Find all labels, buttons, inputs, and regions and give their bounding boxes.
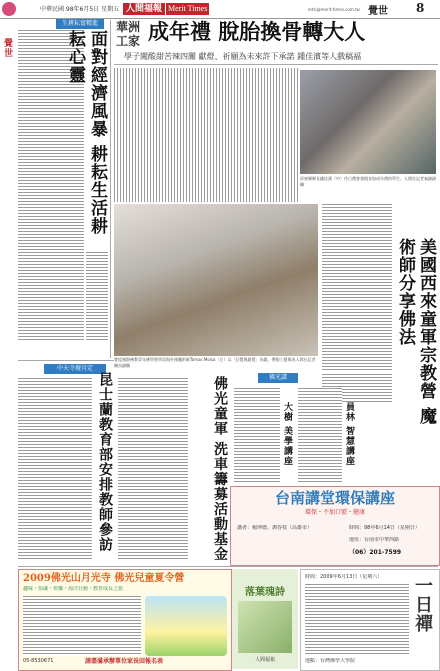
headline-rule <box>114 64 438 65</box>
ad-book-footer: 人間福報 <box>254 657 275 663</box>
ad-camp-footer: 請盡滿承辦單位家長回報名表 <box>85 658 164 665</box>
lecture-col2-body <box>298 388 342 484</box>
lower-mid-body <box>118 378 188 560</box>
lecture-col1-body <box>234 388 280 484</box>
lower-rule <box>18 360 114 361</box>
camp-illustration <box>145 596 227 656</box>
masthead <box>0 0 440 19</box>
main-kicker-1: 華洲 <box>116 20 141 34</box>
section-name: 覺世 <box>368 6 388 17</box>
main-subheadline: 學子闖酸甜苦辣四關 獻燈、祈願為未來許下承諾 鍾佳濱等人戲稿福 <box>124 52 362 61</box>
lower-left-body <box>18 378 92 560</box>
ad-camp-details <box>23 596 141 656</box>
bottom-rule <box>18 566 438 567</box>
website: mtsi@merit-times.com.tw <box>308 7 360 12</box>
ad-camp-phone: 05-8530671 <box>23 658 54 664</box>
magic-workshop-photo <box>114 204 318 356</box>
ad-camp-slogan: 趣味・知識・快樂・海洋行動・教育成長之旅 <box>23 586 124 592</box>
left-story-headline: 面對經濟風暴 耕耘生活耕耘心靈 <box>65 30 107 235</box>
main-story-body <box>114 68 298 202</box>
ad-lecture-line1: 環保・不加口號・健康 <box>304 509 365 516</box>
ad-lecture-line2: 講者：楊坤德、譚春枝（高雄市） <box>237 525 313 531</box>
lotus-logo-icon <box>2 2 16 16</box>
main-kicker-2: 工家 <box>116 34 141 48</box>
ad-chan-details <box>305 584 409 654</box>
ad-camp-title: 2009佛光山月光寺 佛光兒童夏令營 <box>23 573 185 584</box>
book-cover-art <box>238 601 292 653</box>
ad-lecture-line4: 地址：台南市中華西路 <box>349 537 400 543</box>
one-day-chan-ad <box>300 569 440 671</box>
lecture-col2-title: 員林 智慧講座 <box>344 402 354 467</box>
paper-logo-en: Merit Times <box>168 4 208 13</box>
ad-chan-venue: 地點：台灣佛學大學院 <box>305 658 356 664</box>
ad-lecture-title: 台南講堂環保講座 <box>274 489 395 507</box>
coming-of-age-photo <box>300 70 436 174</box>
lecture-label: 佛光講 <box>258 373 298 383</box>
lower-mid-headline: 佛光童軍 洗車籌募活動基金 <box>212 376 228 562</box>
left-story-body-b <box>86 252 108 340</box>
column-rule <box>110 20 111 358</box>
photo1-caption: 屏東縣縣長鍾佳濱（中）作日禮會發摸各如成年禮的學生，人間社記者秦錦錦攝 <box>300 176 436 187</box>
ad-lecture-line3: 時間：98年6月14日（星期日） <box>349 525 420 531</box>
paper-logo: 人間福報 <box>123 3 165 15</box>
lower-left-headline: 昆士蘭教育部安排教師參訪 <box>97 372 113 552</box>
book-ad <box>232 569 298 669</box>
tainan-lecture-ad <box>230 486 440 566</box>
lecture-col1-title: 大樹 美學講座 <box>282 402 292 467</box>
issue-date: 中華民國 98年6月5日 星期五 <box>40 6 120 13</box>
ad-chan-title: 一日禪 <box>412 576 433 633</box>
photo2-caption: 覺度國際佛教青年佛學營學員與外國魔術師Tomas Moisa（左）以「幻覺與錯覺」為題，帶動工藝與成人間社記者陳昌錦攝 <box>114 357 316 368</box>
ad-book-title: 落葉瑰詩 <box>245 587 285 598</box>
summer-camp-ad <box>18 569 232 671</box>
right-story-body-a <box>322 204 392 372</box>
main-headline: 成年禮 脫胎換骨轉大人 <box>148 19 366 44</box>
lower-left-label: 中天寺壇肯定 <box>44 364 106 374</box>
page-number: 8 <box>416 1 425 15</box>
ad-chan-date: 時間：2009年6月13日（星期六） <box>305 574 383 580</box>
left-story-label: 生耕耘富精進 <box>56 19 104 29</box>
right-story-headline: 美國西來童軍宗教營 魔術師分享佛法 <box>395 238 436 425</box>
ad-lecture-phone: （06）201-7599 <box>349 549 402 556</box>
gutter-section-tag: 覺世 <box>2 38 12 58</box>
